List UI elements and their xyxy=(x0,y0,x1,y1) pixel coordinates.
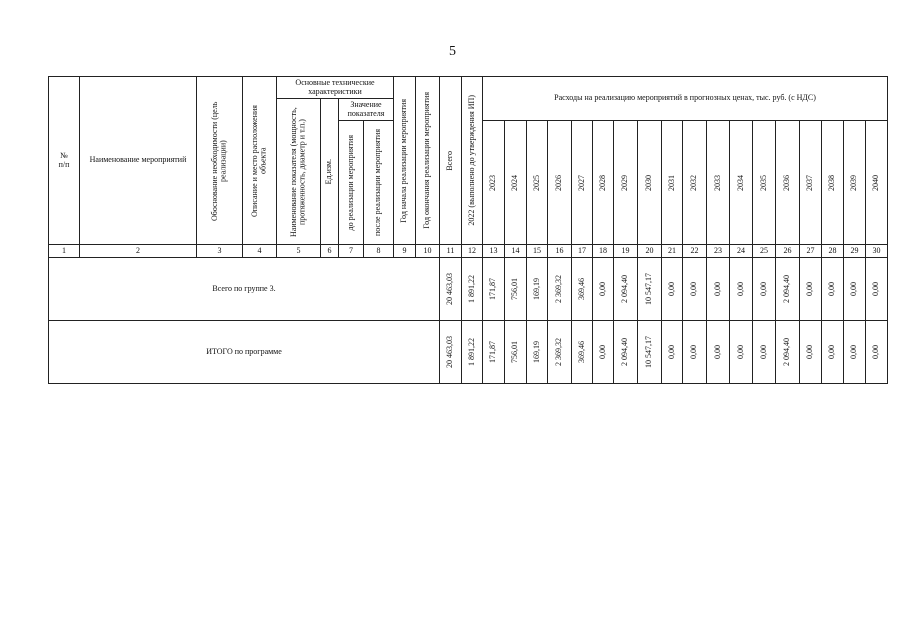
row-year-value: 0,00 xyxy=(712,345,722,359)
header-reason: Обоснование необходимости (цель реализации) xyxy=(210,100,228,221)
row-year-value: 756,01 xyxy=(510,341,520,363)
row-year-value: 169,19 xyxy=(531,341,541,363)
column-number: 25 xyxy=(753,245,776,258)
row-year-value: 0,00 xyxy=(805,345,815,359)
header-year-2039: 2039 xyxy=(849,174,859,191)
column-number: 29 xyxy=(844,245,866,258)
row-year-value: 169,19 xyxy=(531,278,541,300)
column-number: 5 xyxy=(277,245,321,258)
row-year-value: 0,00 xyxy=(597,345,607,359)
row-label: ИТОГО по программе xyxy=(49,321,440,384)
row-year-value: 756,01 xyxy=(510,278,520,300)
column-number: 10 xyxy=(416,245,440,258)
program-table xyxy=(48,76,888,384)
column-number: 23 xyxy=(707,245,730,258)
column-number: 8 xyxy=(364,245,394,258)
row-year-value: 171,87 xyxy=(488,341,498,363)
column-number: 28 xyxy=(822,245,844,258)
header-indicator-name: Наименование показателя (мощность, протяженность, диаметр и т.п.) xyxy=(289,106,307,237)
row-year-value: 0,00 xyxy=(849,345,859,359)
row-year-value: 2 369,32 xyxy=(554,275,564,303)
row-year-value: 0,00 xyxy=(805,282,815,296)
header-year-2029: 2029 xyxy=(620,174,630,191)
row-year-value: 0,00 xyxy=(849,282,859,296)
column-number: 2 xyxy=(80,245,197,258)
column-number: 1 xyxy=(49,245,80,258)
column-number: 19 xyxy=(614,245,638,258)
header-value: Значение показателя xyxy=(339,99,394,121)
column-number: 13 xyxy=(483,245,505,258)
row-year-value: 0,00 xyxy=(758,282,768,296)
header-end-year: Год окончания реализации мероприятия xyxy=(422,92,432,229)
header-2022: 2022 (выполнено до утверждения ИП) xyxy=(466,95,476,226)
row-year-value: 0,00 xyxy=(735,282,745,296)
row-year-value: 0,00 xyxy=(597,282,607,296)
header-total: Всего xyxy=(445,150,455,171)
column-number: 20 xyxy=(638,245,662,258)
column-number: 3 xyxy=(197,245,243,258)
header-year-2040: 2040 xyxy=(871,174,881,191)
column-number: 26 xyxy=(776,245,800,258)
header-year-2030: 2030 xyxy=(644,174,654,191)
row-year-value: 2 094,40 xyxy=(620,338,630,366)
header-location: Описание и место расположения объекта xyxy=(250,104,268,217)
row-year-value: 0,00 xyxy=(666,345,676,359)
row-year-value: 0,00 xyxy=(758,345,768,359)
header-tech: Основные технические характеристики xyxy=(277,77,394,99)
row-year-value: 2 094,40 xyxy=(782,275,792,303)
column-number: 9 xyxy=(394,245,416,258)
row-year-value: 0,00 xyxy=(871,345,881,359)
column-number: 22 xyxy=(683,245,707,258)
header-year-2034: 2034 xyxy=(735,174,745,191)
row-label: Всего по группе 3. xyxy=(49,258,440,321)
header-unit: Ед.изм. xyxy=(324,158,334,185)
column-number: 15 xyxy=(527,245,548,258)
header-year-2037: 2037 xyxy=(805,174,815,191)
header-year-2032: 2032 xyxy=(689,174,699,191)
column-number: 27 xyxy=(800,245,822,258)
row-year-value: 2 094,40 xyxy=(782,338,792,366)
row-year-value: 2 094,40 xyxy=(620,275,630,303)
row-total-value: 20 463,03 xyxy=(445,336,455,368)
header-year-2028: 2028 xyxy=(597,174,607,191)
column-number: 16 xyxy=(548,245,572,258)
column-number: 18 xyxy=(593,245,614,258)
row-total-value: 20 463,03 xyxy=(445,273,455,305)
row-2022-value: 1 891,22 xyxy=(466,338,476,366)
column-number: 14 xyxy=(505,245,527,258)
row-year-value: 0,00 xyxy=(712,282,722,296)
row-year-value: 0,00 xyxy=(666,282,676,296)
column-number: 4 xyxy=(243,245,277,258)
row-2022-value: 1 891,22 xyxy=(466,275,476,303)
header-start-year: Год начала реализации мероприятия xyxy=(399,98,409,223)
column-number: 12 xyxy=(462,245,483,258)
row-year-value: 10 547,17 xyxy=(644,336,654,368)
header-num: № п/п xyxy=(49,77,80,245)
page-number: 5 xyxy=(449,44,456,59)
row-year-value: 0,00 xyxy=(689,345,699,359)
header-year-2036: 2036 xyxy=(782,174,792,191)
header-year-2031: 2031 xyxy=(666,174,676,191)
row-year-value: 0,00 xyxy=(689,282,699,296)
row-year-value: 0,00 xyxy=(735,345,745,359)
column-number: 24 xyxy=(730,245,753,258)
row-year-value: 369,46 xyxy=(576,341,586,363)
header-expenses: Расходы на реализацию мероприятий в прогнозных ценах, тыс. руб. (с НДС) xyxy=(483,77,888,121)
header-year-2026: 2026 xyxy=(554,174,564,191)
row-year-value: 171,87 xyxy=(488,278,498,300)
column-number: 7 xyxy=(339,245,364,258)
row-year-value: 10 547,17 xyxy=(644,273,654,305)
row-year-value: 0,00 xyxy=(827,282,837,296)
column-number: 30 xyxy=(866,245,888,258)
column-number: 6 xyxy=(321,245,339,258)
header-before: до реализации мероприятия xyxy=(345,134,355,231)
header-year-2024: 2024 xyxy=(510,174,520,191)
header-year-2035: 2035 xyxy=(758,174,768,191)
header-year-2038: 2038 xyxy=(827,174,837,191)
column-number: 11 xyxy=(440,245,462,258)
row-year-value: 0,00 xyxy=(871,282,881,296)
header-after: после реализации мероприятия xyxy=(373,129,383,236)
header-year-2027: 2027 xyxy=(576,174,586,191)
header-name: Наименование мероприятий xyxy=(80,77,197,245)
column-number: 17 xyxy=(572,245,593,258)
header-year-2025: 2025 xyxy=(531,174,541,191)
column-number: 21 xyxy=(662,245,683,258)
header-year-2023: 2023 xyxy=(488,174,498,191)
row-year-value: 2 369,32 xyxy=(554,338,564,366)
row-year-value: 0,00 xyxy=(827,345,837,359)
row-year-value: 369,46 xyxy=(576,278,586,300)
header-year-2033: 2033 xyxy=(712,174,722,191)
